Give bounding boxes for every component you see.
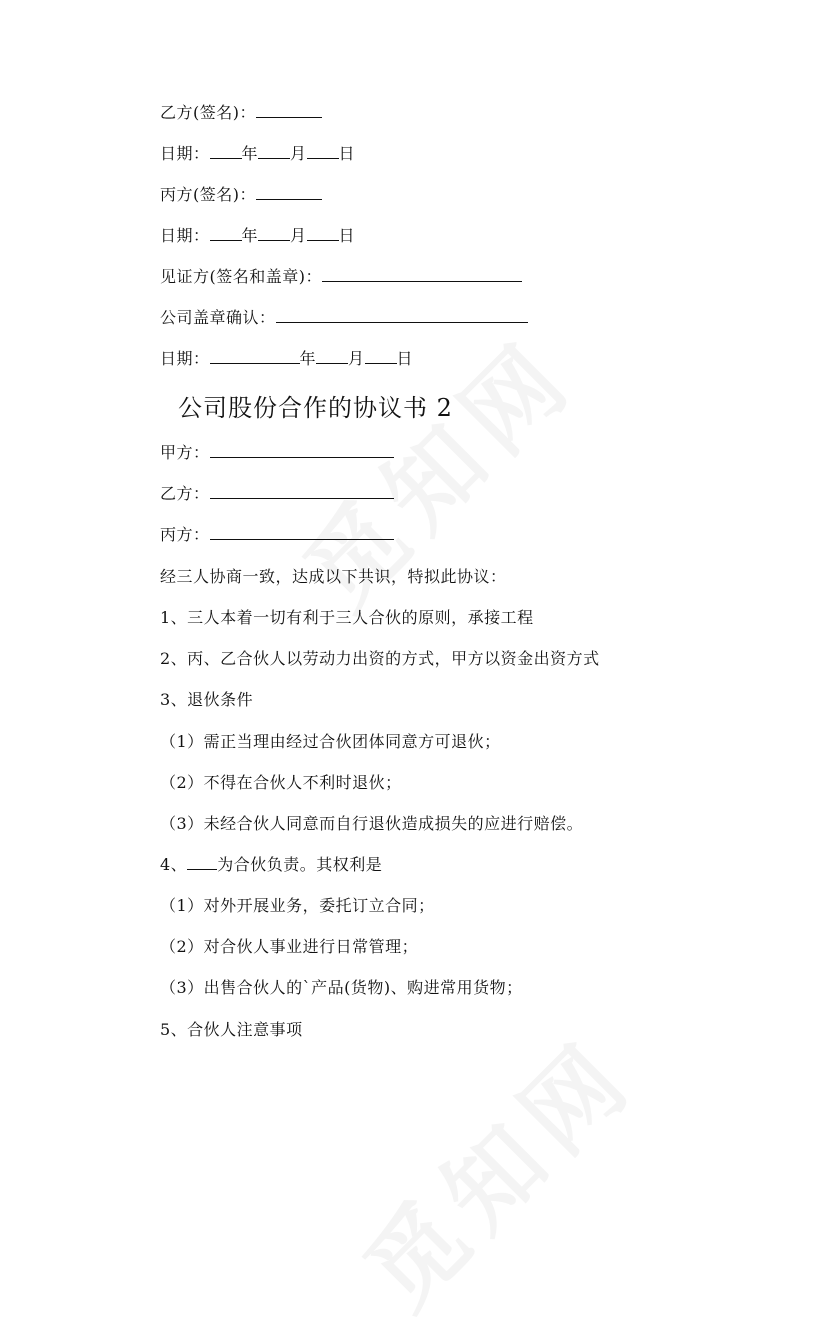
party-b-signature-label: 乙方(签名)： [160,103,256,122]
clause-4-prefix: 4、 [160,855,188,874]
witness-signature-line [160,267,522,287]
witness-signature-label: 见证方(签名和盖章)： [160,267,322,286]
clause-3-2: （2）不得在合伙人不利时退伙； [160,773,402,792]
clause-4-2: （2）对合伙人事业进行日常管理； [160,937,419,956]
day-label-2: 日 [338,226,356,245]
year-label-1: 年 [241,144,259,163]
month-blank-3[interactable] [316,349,348,364]
month-label-2: 月 [290,226,307,245]
year-blank-1[interactable] [210,144,242,159]
party-b-signature-blank[interactable] [256,103,322,118]
party-c-signature-label: 丙方(签名)： [160,185,256,204]
year-label-2: 年 [241,226,259,245]
company-seal-line [160,308,528,328]
clause-4 [160,855,382,875]
clause-5: 5、合伙人注意事项 [160,1020,303,1039]
date-label-2: 日期： [160,226,210,245]
party-c-signature-line [160,185,322,205]
day-blank-3[interactable] [365,349,397,364]
company-seal-label: 公司盖章确认： [160,308,276,327]
date-label-1: 日期： [160,144,210,163]
month-label-1: 月 [290,144,307,163]
clause-4-1: （1）对外开展业务，委托订立合同； [160,896,435,915]
day-label-1: 日 [338,144,356,163]
party-c-blank[interactable] [210,525,394,540]
day-label-3: 日 [396,349,414,368]
party-b-blank[interactable] [210,484,394,499]
party-b-signature-line [160,103,322,123]
clause-3: 3、退伙条件 [160,690,254,709]
day-blank-2[interactable] [307,226,339,241]
year-label-3: 年 [299,349,317,368]
year-blank-2[interactable] [210,226,242,241]
company-seal-blank[interactable] [276,308,528,323]
date-label-3: 日期： [160,349,210,368]
party-c-label: 丙方： [160,525,210,544]
date-line-2 [160,226,355,246]
clause-4-suffix: 为合伙负责。其权利是 [217,855,383,874]
day-blank-1[interactable] [307,144,339,159]
clause-3-1: （1）需正当理由经过合伙团体同意方可退伙； [160,732,501,751]
clause-4-3: （3）出售合伙人的`产品(货物)、购进常用货物； [160,978,523,997]
date-line-1 [160,144,355,164]
party-c-line [160,525,394,545]
year-blank-3[interactable] [210,349,300,364]
intro-paragraph: 经三人协商一致，达成以下共识，特拟此协议： [160,567,507,586]
party-b-label: 乙方： [160,484,210,503]
clause-1: 1、三人本着一切有利于三人合伙的原则，承接工程 [160,608,534,627]
clause-4-blank[interactable] [187,855,217,870]
clause-3-3: （3）未经合伙人同意而自行退伙造成损失的应进行赔偿。 [160,814,584,833]
date-line-3 [160,349,413,369]
party-a-line [160,443,394,463]
party-a-blank[interactable] [210,443,394,458]
month-blank-1[interactable] [258,144,290,159]
party-b-line [160,484,394,504]
party-a-label: 甲方： [160,443,210,462]
month-blank-2[interactable] [258,226,290,241]
watermark-bottom [330,1003,660,1333]
agreement-title: 公司股份合作的协议书 2 [178,394,453,422]
party-c-signature-blank[interactable] [256,185,322,200]
month-label-3: 月 [348,349,365,368]
clause-2: 2、丙、乙合伙人以劳动力出资的方式，甲方以资金出资方式 [160,649,600,668]
witness-signature-blank[interactable] [322,267,522,282]
